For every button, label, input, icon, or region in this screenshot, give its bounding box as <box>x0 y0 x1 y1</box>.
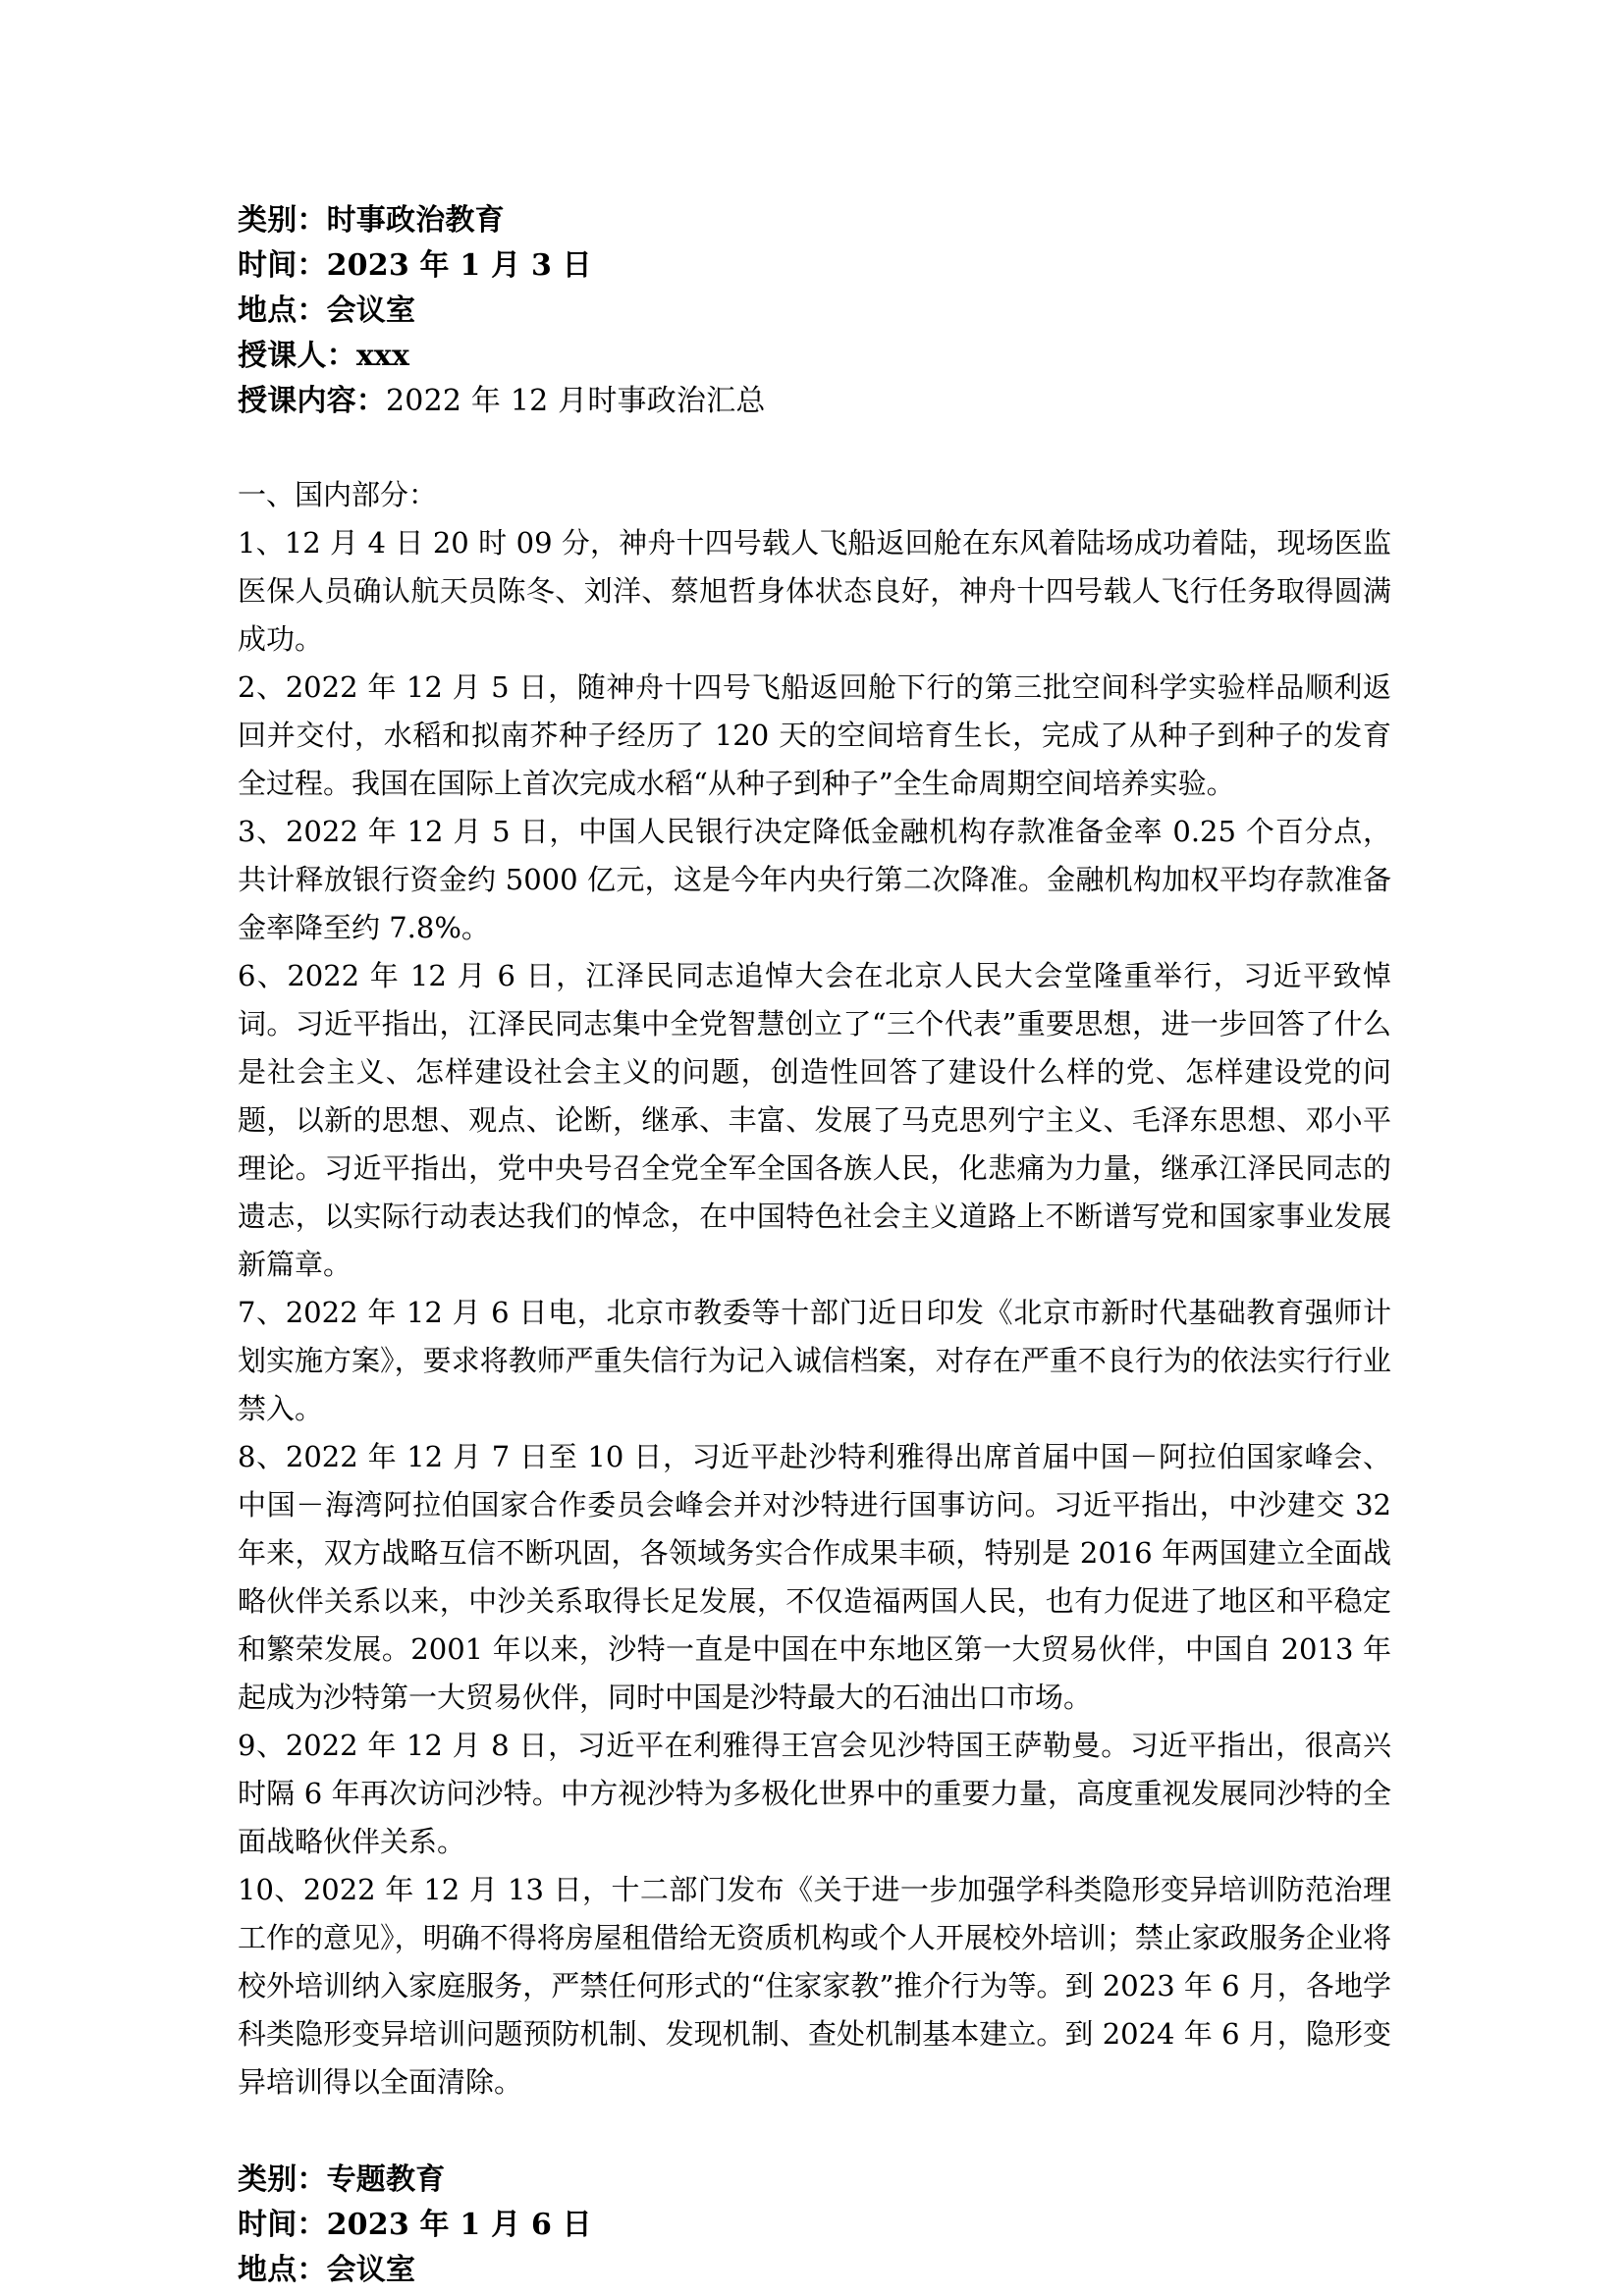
meta-label-date: 时间： <box>238 248 327 283</box>
meta-value-instructor: xxx <box>355 339 410 373</box>
footer-meta-value-date: 2023 年 1 月 6 日 <box>326 2208 592 2242</box>
body-paragraph-9: 9、2022 年 12 月 8 日，习近平在利雅得王宫会见沙特国王萨勒曼。习近平指出，很高兴时隔 6 年再次访问沙特。中方视沙特为多极化世界中的重要力量，高度重视发展同沙特的全面战略伙伴关系。 <box>238 1729 1391 1858</box>
meta-line-topic <box>238 379 1391 424</box>
meta-label-category: 类别： <box>238 203 327 238</box>
footer-meta-line-category <box>238 2158 1391 2203</box>
body-paragraph-10: 10、2022 年 12 月 13 日，十二部门发布《关于进一步加强学科类隐形变异培训防范治理工作的意见》，明确不得将房屋租借给无资质机构或个人开展校外培训；禁止家政服务企业将校外培训纳入家庭服务，严禁任何形式的“住家家教”推介行为等。到 2023 年 6 月，各地学科类隐形变异培训问题预防机制、发现机制、查处机制基本建立。到 2024 年 6 月，隐形变异培训得以全面清除。 <box>238 1873 1391 2099</box>
meta-line-date <box>238 243 1391 289</box>
footer-meta-line-date <box>238 2203 1391 2248</box>
spacer-before-footer <box>238 2107 1391 2158</box>
meta-label-location: 地点： <box>238 294 327 328</box>
footer-meta-value-location: 会议室 <box>326 2253 416 2287</box>
header-meta-block <box>238 198 1391 424</box>
footer-meta-line-location <box>238 2248 1391 2293</box>
body-paragraph-1: 1、12 月 4 日 20 时 09 分，神舟十四号载人飞船返回舱在东风着陆场成功着陆，现场医监医保人员确认航天员陈冬、刘洋、蔡旭哲身体状态良好，神舟十四号载人飞行任务取得圆满成功。 <box>238 526 1391 656</box>
body-paragraph-8: 8、2022 年 12 月 7 日至 10 日，习近平赴沙特利雅得出席首届中国－阿拉伯国家峰会、中国－海湾阿拉伯国家合作委员会峰会并对沙特进行国事访问。习近平指出，中沙建交 32 年来，双方战略互信不断巩固，各领域务实合作成果丰硕，特别是 2016 年两国建立全面战略伙伴关系以来，中沙关系取得长足发展，不仅造福两国人民，也有力促进了地区和平稳定和繁荣发展。2001 年以来，沙特一直是中国在中东地区第一大贸易伙伴，中国自 2013 年起成为沙特第一大贸易伙伴，同时中国是沙特最大的石油出口市场。 <box>238 1440 1391 1714</box>
spacer-after-header <box>238 424 1391 471</box>
meta-value-location: 会议室 <box>326 294 416 328</box>
footer-meta-label-category: 类别： <box>238 2163 327 2197</box>
body-paragraph-7: 7、2022 年 12 月 6 日电，北京市教委等十部门近日印发《北京市新时代基础教育强师计划实施方案》，要求将教师严重失信行为记入诚信档案，对存在严重不良行为的依法实行行业禁入。 <box>238 1296 1391 1425</box>
meta-line-instructor <box>238 334 1391 379</box>
meta-value-category: 时事政治教育 <box>326 203 505 238</box>
footer-meta-block <box>238 2158 1391 2293</box>
document-content <box>238 198 1391 2293</box>
meta-value-date: 2023 年 1 月 3 日 <box>326 248 592 283</box>
section-heading-domestic: 一、国内部分： <box>238 478 438 511</box>
footer-meta-label-date: 时间： <box>238 2208 327 2242</box>
body-paragraph-6: 6、2022 年 12 月 6 日，江泽民同志追悼大会在北京人民大会堂隆重举行，习近平致悼词。习近平指出，江泽民同志集中全党智慧创立了“三个代表”重要思想，进一步回答了什么是社会主义、怎样建设社会主义的问题，创造性回答了建设什么样的党、怎样建设党的问题，以新的思想、观点、论断，继承、丰富、发展了马克思列宁主义、毛泽东思想、邓小平理论。习近平指出，党中央号召全党全军全国各族人民，化悲痛为力量，继承江泽民同志的遗志，以实际行动表达我们的悼念，在中国特色社会主义道路上不断谱写党和国家事业发展新篇章。 <box>238 959 1391 1281</box>
meta-label-instructor: 授课人： <box>238 339 356 373</box>
meta-line-location <box>238 289 1391 334</box>
footer-meta-label-location: 地点： <box>238 2253 327 2287</box>
meta-label-topic: 授课内容： <box>238 384 386 418</box>
body-paragraph-2: 2、2022 年 12 月 5 日，随神舟十四号飞船返回舱下行的第三批空间科学实验样品顺利返回并交付，水稻和拟南芥种子经历了 120 天的空间培育生长，完成了从种子到种子的发育全过程。我国在国际上首次完成水稻“从种子到种子”全生命周期空间培养实验。 <box>238 670 1391 800</box>
meta-line-category <box>238 198 1391 243</box>
meta-value-topic: 2022 年 12 月时事政治汇总 <box>386 384 766 418</box>
body-paragraph-3: 3、2022 年 12 月 5 日，中国人民银行决定降低金融机构存款准备金率 0.25 个百分点，共计释放银行资金约 5000 亿元，这是今年内央行第二次降准。金融机构加权平均存款准备金率降至约 7.8%。 <box>238 815 1391 944</box>
footer-meta-value-category: 专题教育 <box>326 2163 446 2197</box>
